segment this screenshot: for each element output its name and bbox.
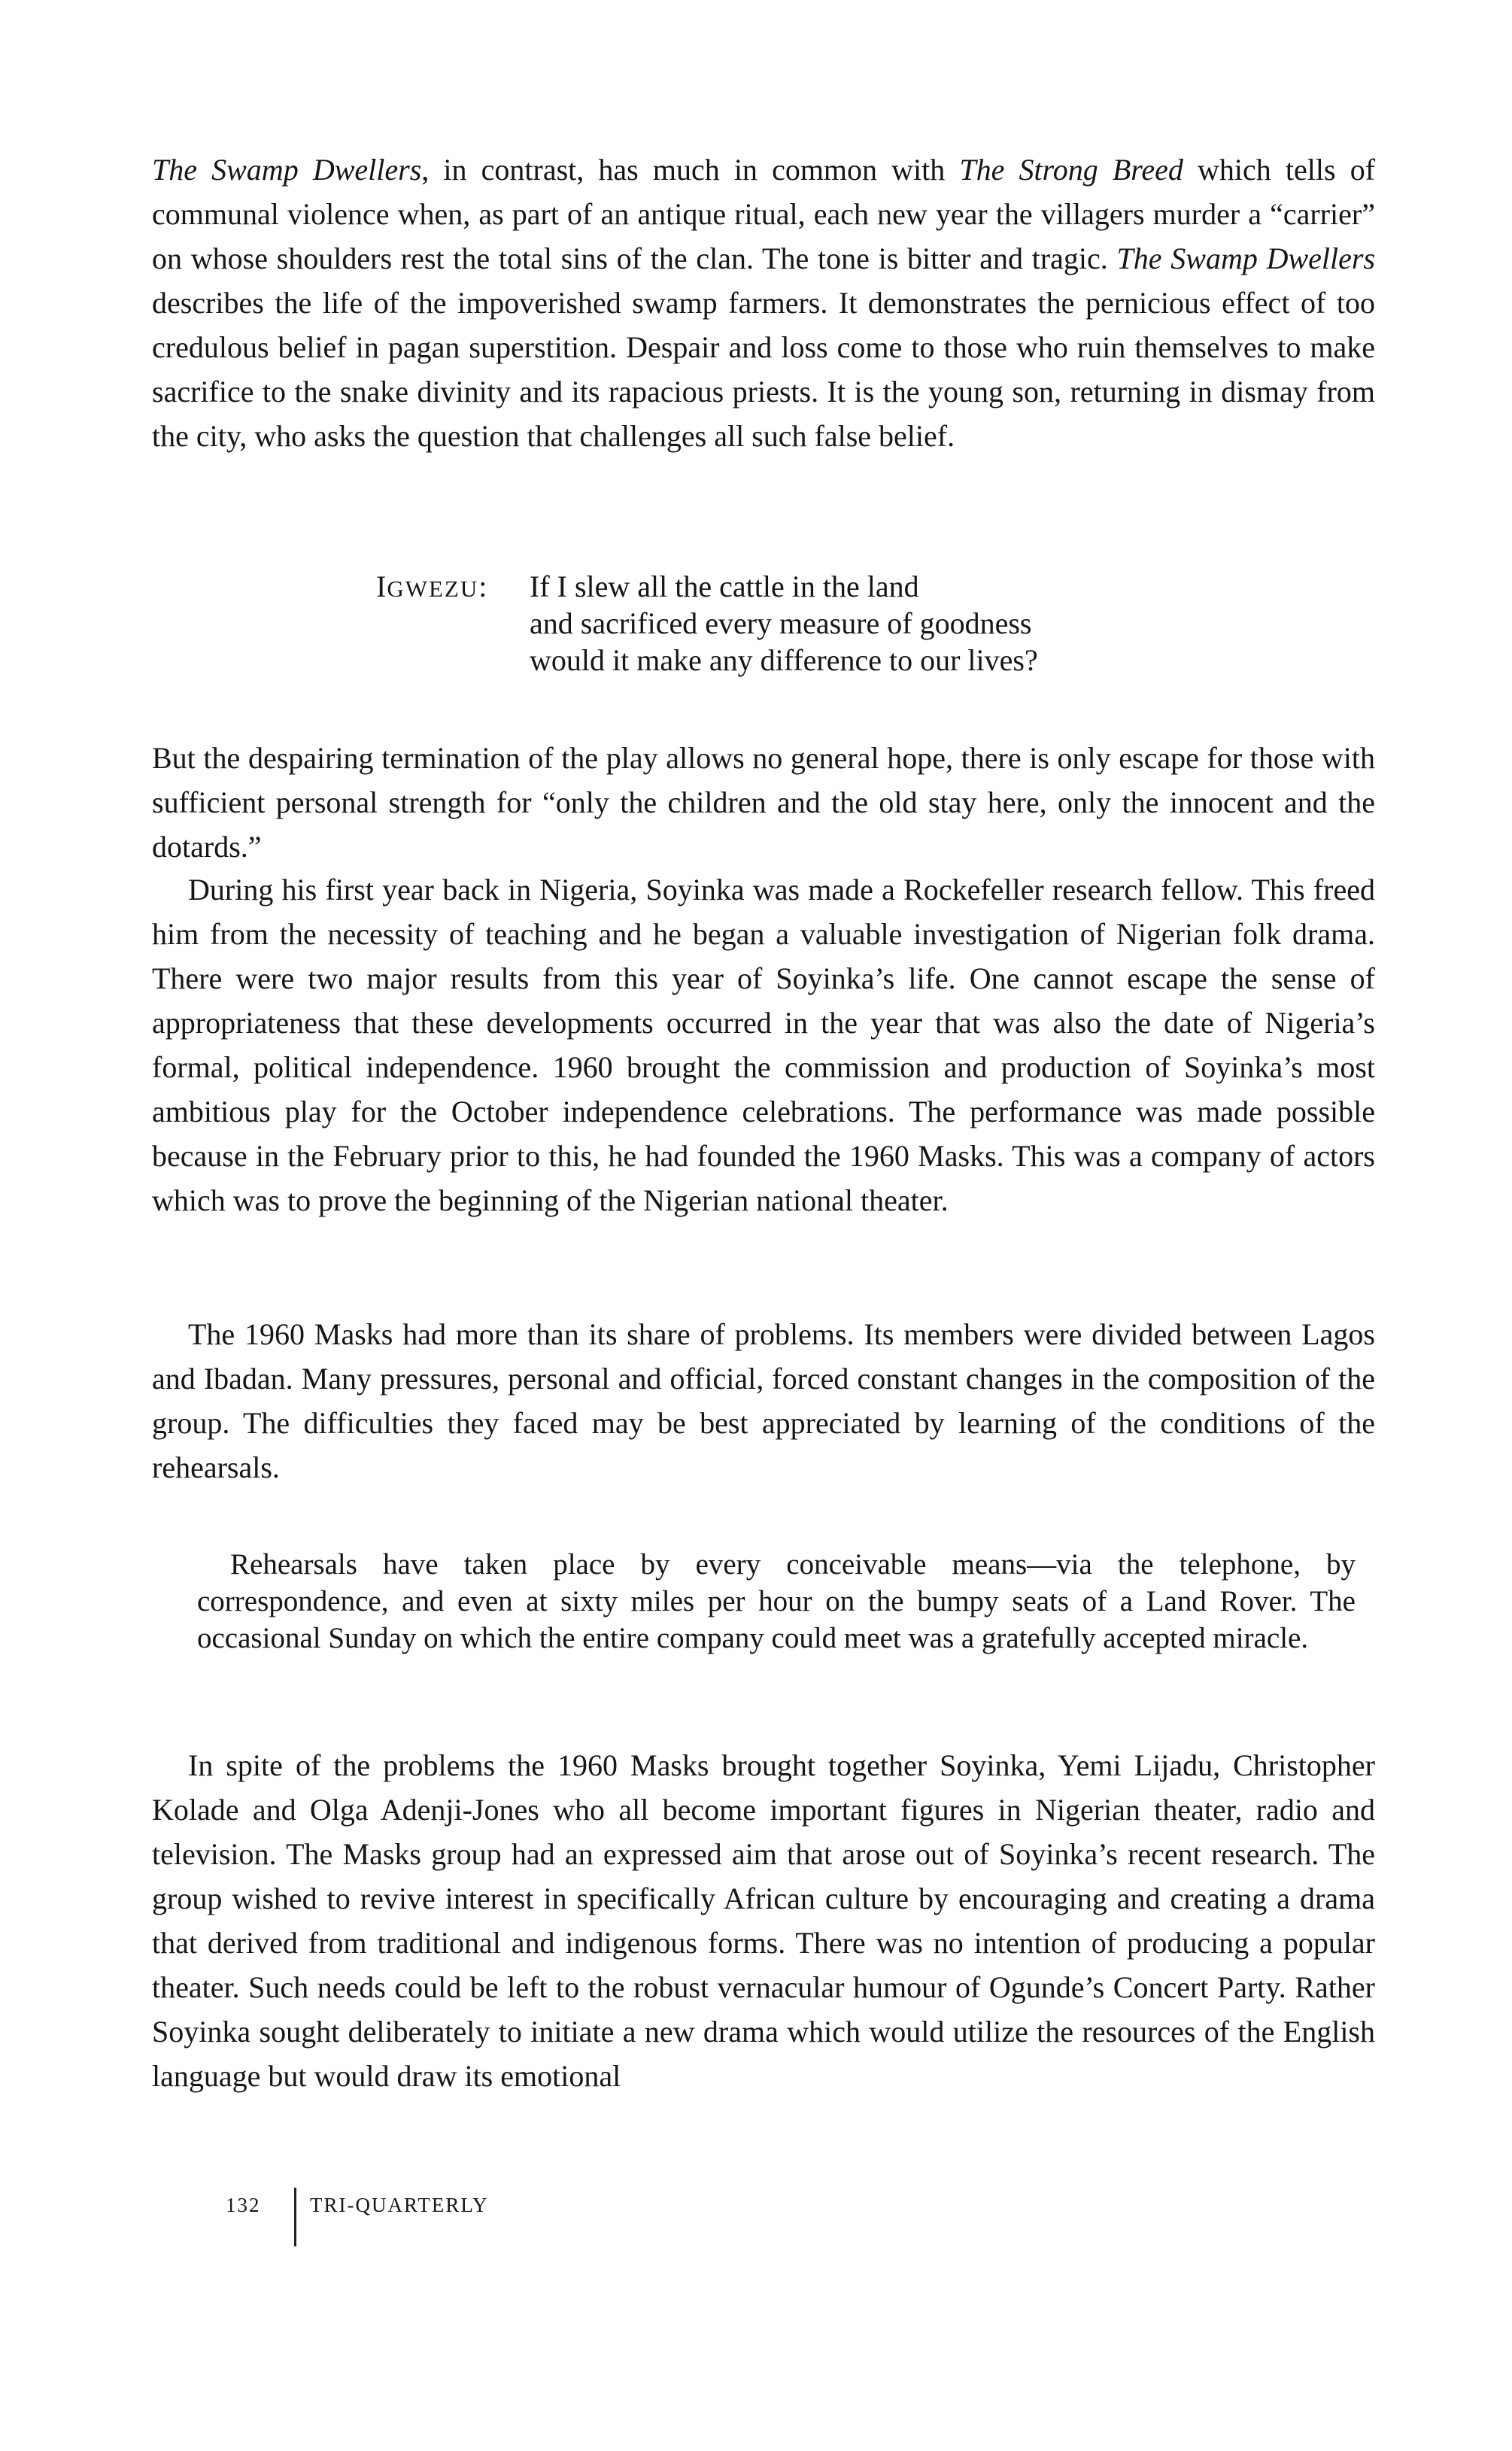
text-run: During his first year back in Nigeria, Soyinka was made a Rockefeller research fellow. This freed him from the necessity of teaching and he began a valuable investigation of Nigerian folk drama. There were two major results from this year of Soyinka’s life. One cannot escape the sense of appropriateness that these developments occurred in the year that was also the date of Nigeria’s formal, political independence. 1960 brought the commission and production of Soyinka’s most ambitious play for the October independence celebrations. The performance was made possible because in the February prior to this, he had founded the 1960 Masks. This was a company of actors which was to prove the beginning of the Nigerian national theater.	[152, 873, 1375, 1217]
italic-title: The Strong Breed	[959, 153, 1183, 187]
text-run: In spite of the problems the 1960 Masks brought together Soyinka, Yemi Lijadu, Christopher Kolade and Olga Adenji-Jones who all become important figures in Nigerian theater, radio and television. The Masks group had an expressed aim that arose out of Soyinka’s recent research. The group wished to revive interest in specifically African culture by encouraging and creating a drama that derived from traditional and indigenous forms. There was no intention of producing a popular theater. Such needs could be left to the robust vernacular humour of Ogunde’s Concert Party. Rather Soyinka sought deliberately to initiate a new drama which would utilize the resources of the English language but would draw its emotional	[152, 1748, 1375, 2093]
footer-divider	[294, 2188, 296, 2246]
paragraph-first-year-nigeria	[152, 867, 1375, 1222]
paragraph-swamp-dwellers	[152, 147, 1375, 458]
text-run: which tells of communal violence when, as part of an antique ritual, each new year the villagers murder a “carrier” on whose shoulders rest the total sins of the clan. The tone is bitter and tragic.	[152, 153, 1376, 275]
page-number: 132	[226, 2194, 261, 2216]
paragraph-masks-problems	[152, 1312, 1375, 1490]
italic-title: The Swamp Dwellers	[152, 153, 422, 187]
italic-title: The Swamp Dwellers	[1116, 241, 1376, 275]
dialogue-lines	[530, 568, 1038, 679]
dialogue-line: If I slew all the cattle in the land	[530, 569, 919, 603]
paragraph-masks-members	[152, 1743, 1375, 2098]
journal-title: TRI-QUARTERLY	[310, 2194, 489, 2216]
dialogue-line: and sacrificed every measure of goodness	[530, 606, 1032, 640]
dialogue-line: would it make any difference to our lives?	[530, 643, 1038, 677]
speaker-name: IGWEZU:	[376, 569, 488, 603]
text-run: The 1960 Masks had more than its share of problems. Its members were divided between Lagos and Ibadan. Many pressures, personal and official, forced constant changes in the composition of the group. The difficulties they faced may be best appreciated by learning of the conditions of the rehearsals.	[152, 1317, 1375, 1484]
text-run: But the despairing termination of the play allows no general hope, there is only escape for those with sufficient personal strength for “only the children and the old stay here, only the innocent and the dotards.”	[152, 741, 1375, 864]
paragraph-despairing-termination	[152, 736, 1375, 869]
block-quote-rehearsals: Rehearsals have taken place by every conceivable means—via the telephone, by correspondence, and even at sixty miles per hour on the bumpy seats of a Land Rover. The occasional Sunday on which the entire company could meet was a gratefully accepted miracle.	[197, 1548, 1356, 1654]
text-run: , in contrast, has much in common with	[421, 153, 960, 187]
text-run: describes the life of the impoverished swamp farmers. It demonstrates the pernicious effect of too credulous belief in pagan superstition. Despair and loss come to those who ruin themselves to make sacrifice to the snake divinity and its rapacious priests. It is the young son, returning in dismay from the city, who asks the question that challenges all such false belief.	[152, 286, 1375, 453]
